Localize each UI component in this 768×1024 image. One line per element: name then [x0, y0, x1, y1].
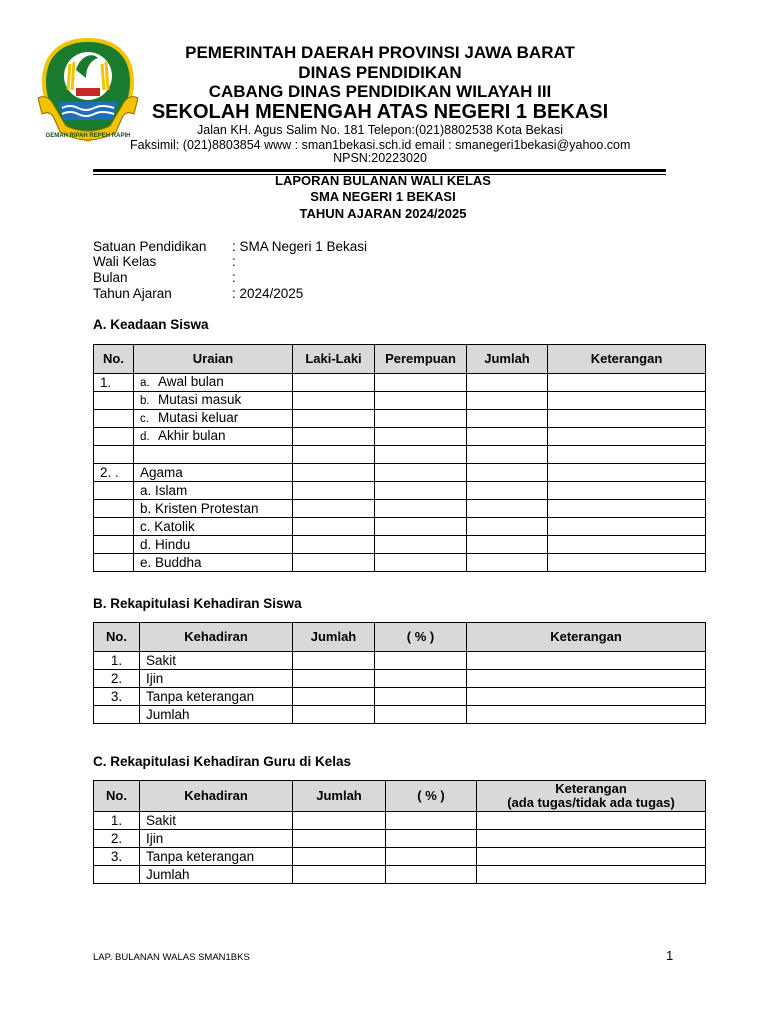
row-text: [134, 446, 293, 464]
table-row: [94, 428, 706, 446]
info-row: [93, 286, 304, 301]
col-header: Uraian: [134, 345, 293, 374]
col-header: Kehadiran: [140, 781, 293, 812]
info-value: : SMA Negeri 1 Bekasi: [232, 239, 368, 254]
header-department: DINAS PENDIDIKAN: [298, 63, 462, 82]
row-no: [94, 518, 134, 536]
header-npsn: NPSN:20223020: [333, 151, 427, 165]
info-value: :: [232, 270, 236, 285]
table-header-row: [94, 623, 706, 652]
col-header: Keterangan: [467, 623, 706, 652]
table-kehadiran-siswa: [93, 622, 706, 724]
table-row: [94, 812, 706, 830]
header-contact: Faksimil: (021)8803854 www : sman1bekasi.sch.id email : smanegeri1bekasi@yahoo.com: [130, 138, 631, 152]
row-text: d. Akhir bulan: [134, 428, 293, 446]
row-no: 1.: [94, 374, 134, 392]
row-text: c. Mutasi keluar: [134, 410, 293, 428]
row-text: Sakit: [140, 652, 293, 670]
row-text: Jumlah: [140, 706, 293, 724]
table-header-row: [94, 345, 706, 374]
header-rule-thick: [93, 169, 666, 172]
row-text: b. Mutasi masuk: [134, 392, 293, 410]
col-header: No.: [94, 345, 134, 374]
row-no: [94, 554, 134, 572]
table-row: [94, 446, 706, 464]
row-text: Agama: [134, 464, 293, 482]
row-no: [94, 446, 134, 464]
header-school-name: SEKOLAH MENENGAH ATAS NEGERI 1 BEKASI: [151, 101, 609, 123]
table-row: [94, 554, 706, 572]
report-year: TAHUN AJARAN 2024/2025: [299, 206, 467, 221]
table-row: [94, 464, 706, 482]
col-header: No.: [94, 623, 140, 652]
row-no: [94, 410, 134, 428]
info-value: :: [232, 254, 236, 269]
info-label: Satuan Pendidikan: [93, 239, 207, 254]
row-no: [94, 706, 140, 724]
table-row: [94, 652, 706, 670]
row-no: 3.: [94, 848, 140, 866]
row-text: a. Islam: [134, 482, 293, 500]
col-header: Keterangan: [548, 345, 706, 374]
table-row: [94, 670, 706, 688]
row-no: [94, 428, 134, 446]
row-no: 1.: [94, 652, 140, 670]
section-c-title: C. Rekapitulasi Kehadiran Guru di Kelas: [93, 754, 352, 769]
col-header: ( % ): [375, 623, 467, 652]
section-b-title: B. Rekapitulasi Kehadiran Siswa: [93, 596, 302, 611]
table-row: [94, 536, 706, 554]
header-government: PEMERINTAH DAERAH PROVINSI JAWA BARAT: [185, 43, 575, 62]
col-header: Laki-Laki: [293, 345, 375, 374]
table-row: [94, 706, 706, 724]
col-header: Jumlah: [293, 781, 386, 812]
info-value: : 2024/2025: [232, 286, 304, 301]
footer-text: LAP. BULANAN WALAS SMAN1BKS: [93, 952, 250, 963]
row-no: 1.: [94, 812, 140, 830]
row-no: [94, 536, 134, 554]
row-no: 3.: [94, 688, 140, 706]
table-row: [94, 500, 706, 518]
table-row: [94, 518, 706, 536]
table-row: [94, 374, 706, 392]
section-a-title: A. Keadaan Siswa: [93, 317, 209, 332]
row-text: Jumlah: [140, 866, 293, 884]
table-row: [94, 848, 706, 866]
table-keadaan-siswa: [93, 344, 706, 572]
table-row: [94, 688, 706, 706]
col-header: No.: [94, 781, 140, 812]
col-header: Kehadiran: [140, 623, 293, 652]
row-text: Sakit: [140, 812, 293, 830]
row-no: 2. .: [94, 464, 134, 482]
col-header: Jumlah: [293, 623, 375, 652]
table-row: [94, 482, 706, 500]
row-text: Ijin: [140, 670, 293, 688]
table-row: [94, 410, 706, 428]
row-text: c. Katolik: [134, 518, 293, 536]
col-header: Jumlah: [467, 345, 548, 374]
header-branch: CABANG DINAS PENDIDIKAN WILAYAH III: [208, 82, 552, 101]
info-label: Tahun Ajaran: [93, 286, 172, 301]
table-kehadiran-guru: [93, 780, 706, 884]
table-row: [94, 830, 706, 848]
row-no: [94, 866, 140, 884]
info-row: [93, 254, 236, 269]
info-label: Wali Kelas: [93, 254, 157, 269]
col-header: Keterangan (ada tugas/tidak ada tugas): [477, 781, 706, 812]
row-text: b. Kristen Protestan: [134, 500, 293, 518]
row-no: [94, 482, 134, 500]
row-no: [94, 392, 134, 410]
logo-motto: GEMAH RIPAH REPEH RAPIH: [45, 133, 131, 139]
info-row: [93, 239, 368, 254]
table-row: [94, 392, 706, 410]
report-school: SMA NEGERI 1 BEKASI: [310, 189, 456, 204]
info-label: Bulan: [93, 270, 128, 285]
col-header: Perempuan: [375, 345, 467, 374]
info-row: [93, 270, 236, 285]
row-text: a. Awal bulan: [134, 374, 293, 392]
page-number: 1: [666, 948, 674, 963]
table-header-row: [94, 781, 706, 812]
west-java-emblem-logo: [36, 36, 140, 148]
row-no: [94, 500, 134, 518]
row-no: 2.: [94, 670, 140, 688]
header-address: Jalan KH. Agus Salim No. 181 Telepon:(021)8802538 Kota Bekasi: [197, 123, 563, 137]
report-title: LAPORAN BULANAN WALI KELAS: [275, 173, 491, 188]
row-text: e. Buddha: [134, 554, 293, 572]
table-row: [94, 866, 706, 884]
row-text: Tanpa keterangan: [140, 688, 293, 706]
row-text: d. Hindu: [134, 536, 293, 554]
col-header: ( % ): [386, 781, 477, 812]
row-no: 2.: [94, 830, 140, 848]
row-text: Ijin: [140, 830, 293, 848]
row-text: Tanpa keterangan: [140, 848, 293, 866]
